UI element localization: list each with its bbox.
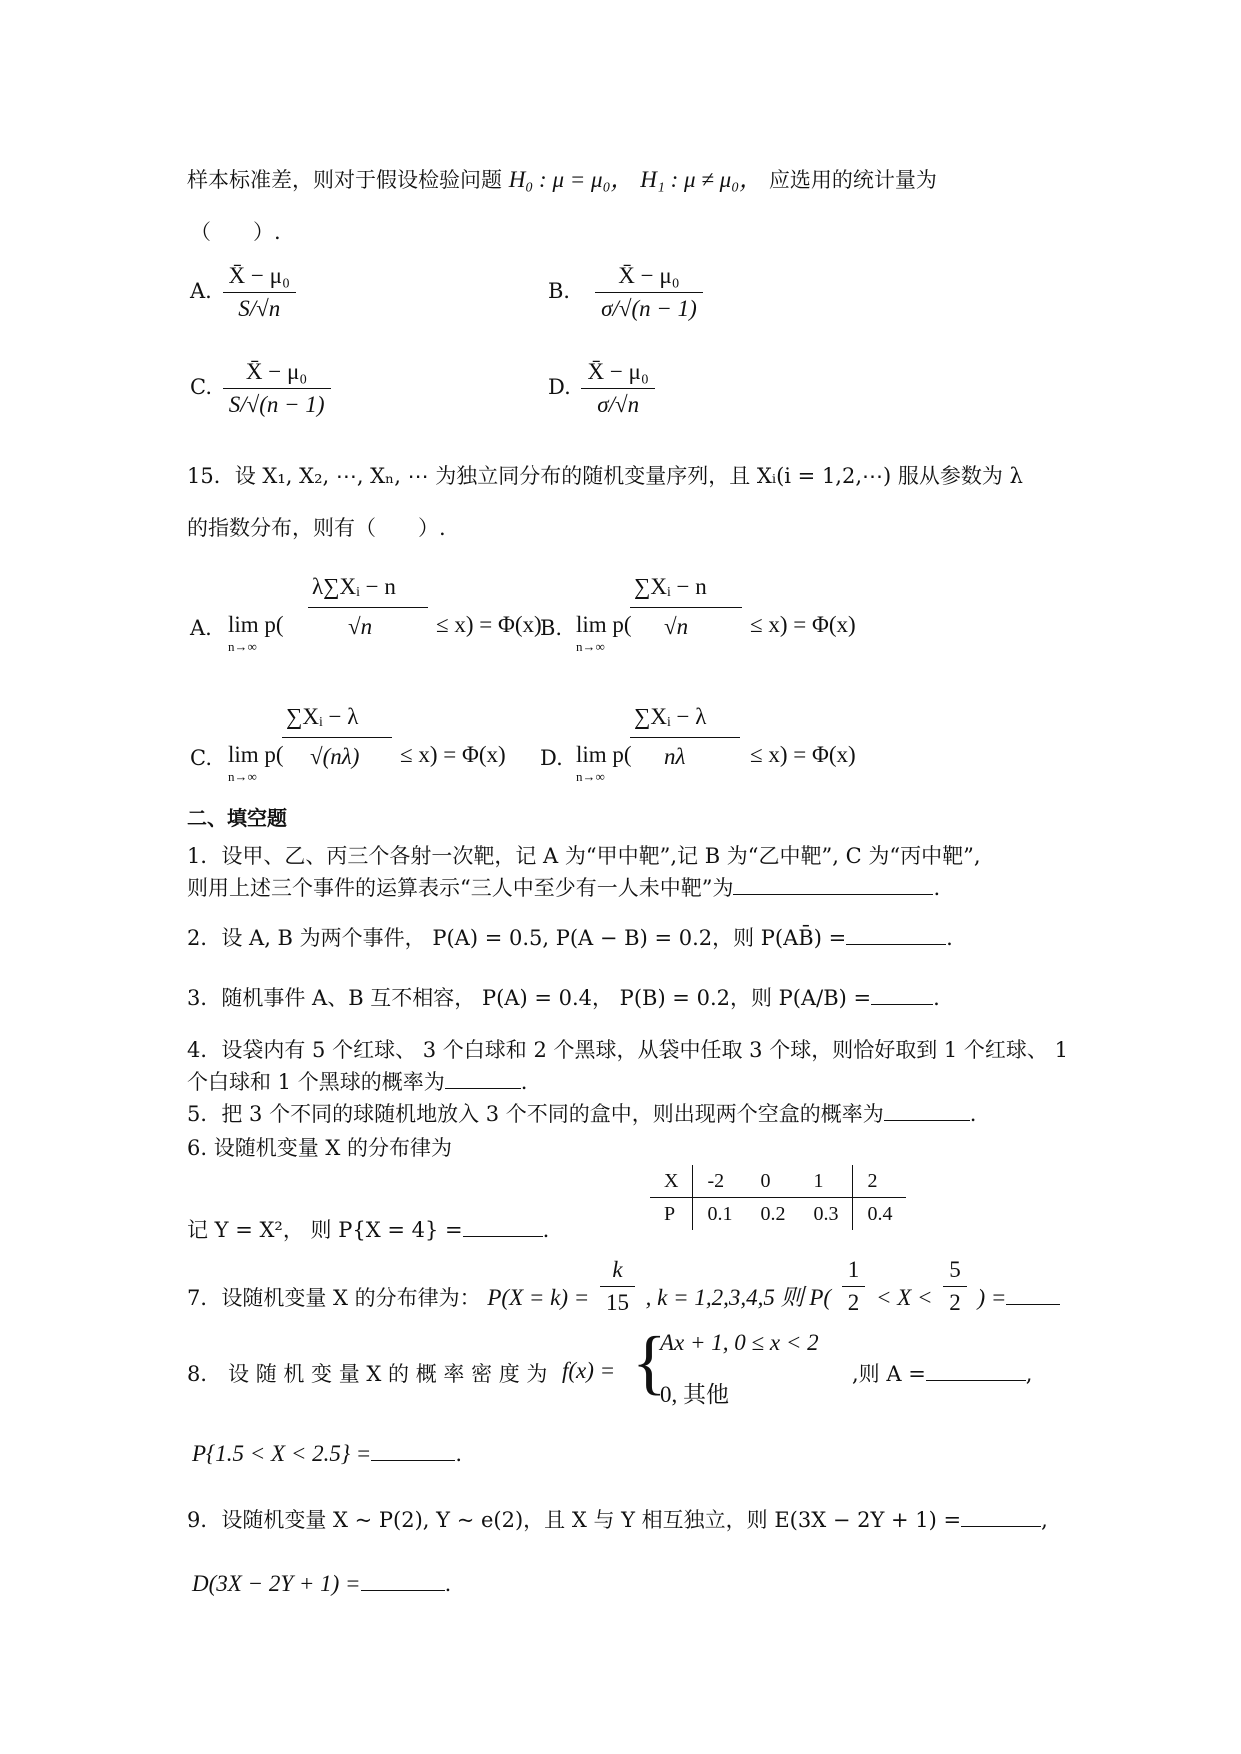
- fill-q4-line2: 个白球和 1 个黑球的概率为 .: [187, 1070, 528, 1094]
- fill-q8-case2: 0, 其他: [660, 1382, 729, 1407]
- fill-q4-text: 个白球和 1 个黑球的概率为: [187, 1070, 445, 1094]
- q14-option-d: [548, 358, 659, 419]
- fill-q7-pmf: P(X = k) =: [487, 1285, 590, 1310]
- q15-d-fraction-bar: [630, 737, 740, 738]
- fill-q7-five-den: 2: [949, 1290, 961, 1315]
- q15-c-tail: ≤ x) = Φ(x): [400, 742, 506, 767]
- q15-a-fraction-bar: [308, 607, 428, 608]
- fill-q2: 2．设 A, B 为两个事件， P(A) = 0.5, P(A − B) = 0.2，则 P(AB̄) = .: [187, 926, 953, 950]
- fill-q8-a: ,则 A = ,: [852, 1362, 1033, 1386]
- table-cell: 2: [853, 1165, 907, 1198]
- option-d-denominator: σ/√n: [597, 392, 640, 417]
- q14-stem: 样本标准差，则对于假设检验问题: [187, 168, 502, 192]
- q14-option-a: [190, 262, 300, 323]
- option-c-numerator: X̄ − μ₀: [223, 358, 331, 389]
- fill-q8-prob: P{1.5 < X < 2.5} =: [192, 1441, 372, 1466]
- q15-a-tail: ≤ x) = Φ(x): [436, 612, 542, 637]
- fill-q7-frac-k: [600, 1256, 635, 1317]
- q15-c-lim-sub: n→∞: [228, 769, 257, 784]
- fill-q9-line2: D(3X − 2Y + 1) = .: [192, 1571, 452, 1596]
- fill-q5-text: 5．把 3 个不同的球随机地放入 3 个不同的盒中，则出现两个空盒的概率为: [187, 1102, 884, 1126]
- q14-h0: H₀ : μ = μ₀，: [508, 167, 634, 192]
- option-b-denominator: σ/√(n − 1): [601, 296, 697, 321]
- fill-q9-line1: 9．设随机变量 X ~ P(2), Y ~ e(2)，且 X 与 Y 相互独立，则 E(3X − 2Y + 1) = ,: [187, 1508, 1048, 1532]
- q15-c-fraction-bar: [282, 737, 392, 738]
- table-cell: 0: [746, 1165, 799, 1198]
- table-cell: -2: [693, 1165, 747, 1198]
- fill-q6-blank[interactable]: [463, 1236, 543, 1237]
- fill-q7-half-den: 2: [847, 1290, 860, 1315]
- q15-b-lim: lim p(: [576, 612, 632, 637]
- q14-option-b: [548, 262, 707, 323]
- q15-b-lim-sub: n→∞: [576, 639, 605, 654]
- fill-q6-tail-text: 记 Y = X²， 则 P{X = 4} =: [187, 1218, 463, 1242]
- option-a-fraction: [223, 262, 296, 323]
- fill-q9-blank-e[interactable]: [961, 1526, 1041, 1527]
- fill-q8-case1: Ax + 1, 0 ≤ x < 2: [660, 1330, 819, 1355]
- fill-q3-text: 3．随机事件 A、B 互不相容， P(A) = 0.4， P(B) = 0.2，则 P(A/B) =: [187, 986, 872, 1010]
- q14-stem-line: [187, 166, 937, 194]
- fill-q8-blank-p[interactable]: [371, 1460, 455, 1461]
- fill-q8-text: 8． 设 随 机 变 量 X 的 概 率 密 度 为: [187, 1362, 548, 1386]
- q15-option-c-label: C.: [190, 746, 212, 770]
- fill-q7: [187, 1257, 1060, 1317]
- q15-d-lim: lim p(: [576, 742, 632, 767]
- fill-q8-brace: {: [632, 1322, 667, 1402]
- table-cell: 1: [799, 1165, 853, 1198]
- q15-d-lim-sub: n→∞: [576, 769, 605, 784]
- q15-option-a-label: A.: [190, 616, 212, 640]
- fill-q5: 5．把 3 个不同的球随机地放入 3 个不同的盒中，则出现两个空盒的概率为 .: [187, 1102, 977, 1126]
- q15-option-b-label: B.: [540, 616, 563, 640]
- q15-a-lim-sub: n→∞: [228, 639, 257, 654]
- distribution-table: [650, 1165, 906, 1230]
- q14-option-c: [190, 358, 335, 419]
- option-a-denominator: S/√n: [238, 296, 281, 321]
- table-row: [650, 1198, 906, 1231]
- fill-q7-k-num: k: [600, 1256, 635, 1287]
- fill-q6: 6. 设随机变量 X 的分布律为: [187, 1136, 453, 1160]
- fill-q4-line1: 4．设袋内有 5 个红球、 3 个白球和 2 个黑球，从袋中任取 3 个球，则恰好取到 1 个红球、 1: [187, 1038, 1068, 1062]
- q15-d-denominator: nλ: [664, 744, 686, 769]
- fill-q7-frac-five: [943, 1256, 967, 1317]
- fill-q2-text: 2．设 A, B 为两个事件， P(A) = 0.5, P(A − B) = 0.2，则 P(AB̄) =: [187, 926, 847, 950]
- table-row: [650, 1165, 906, 1198]
- fill-q4-blank[interactable]: [445, 1088, 521, 1089]
- q15-c-lim: lim p(: [228, 742, 284, 767]
- q15-a-denominator: √n: [348, 614, 373, 639]
- fill-q7-five-num: 5: [943, 1256, 967, 1287]
- fill-q8-a-text: ,则 A =: [852, 1362, 926, 1386]
- fill-q9-variance: D(3X − 2Y + 1) =: [192, 1571, 361, 1596]
- option-a-numerator: X̄ − μ₀: [223, 262, 296, 293]
- q15-b-numerator: ∑Xᵢ − n: [634, 574, 707, 599]
- q15-line1: 15．设 X₁, X₂, ⋯, Xₙ, ⋯ 为独立同分布的随机变量序列，且 Xᵢ(i = 1,2,⋯) 服从参数为 λ: [187, 464, 1023, 488]
- fill-q2-blank[interactable]: [846, 944, 946, 945]
- option-d-numerator: X̄ − μ₀: [581, 358, 654, 389]
- q15-a-numerator: λ∑Xᵢ − n: [312, 574, 396, 599]
- q15-a-lim: lim p(: [228, 612, 284, 637]
- fill-q1-line1: 1．设甲、乙、丙三个各射一次靶，记 A 为“甲中靶”,记 B 为“乙中靶”, C 为“丙中靶”,: [187, 844, 981, 868]
- fill-q7-blank[interactable]: [1006, 1304, 1060, 1305]
- option-a-label: A.: [190, 279, 212, 303]
- option-b-label: B．: [548, 279, 585, 303]
- table-cell: 0.4: [853, 1198, 907, 1231]
- table-cell: 0.3: [813, 1202, 839, 1225]
- fill-q1-line2: 则用上述三个事件的运算表示“三人中至少有一人未中靶”为 .: [187, 876, 941, 900]
- table-cell: P: [650, 1198, 693, 1231]
- fill-q1-blank[interactable]: [733, 894, 933, 895]
- q15-b-fraction-bar: [630, 607, 742, 608]
- fill-q3: 3．随机事件 A、B 互不相容， P(A) = 0.4， P(B) = 0.2，则 P(A/B) = .: [187, 986, 940, 1010]
- fill-q1-text: 则用上述三个事件的运算表示“三人中至少有一人未中靶”为: [187, 876, 734, 900]
- q15-d-numerator: ∑Xᵢ − λ: [634, 704, 707, 729]
- option-b-fraction: [595, 262, 703, 323]
- q15-c-numerator: ∑Xᵢ − λ: [286, 704, 359, 729]
- fill-q8-line2: P{1.5 < X < 2.5} = .: [192, 1441, 462, 1466]
- q15-line2: 的指数分布，则有（ ）.: [187, 516, 446, 540]
- fill-q7-k-den: 15: [605, 1290, 629, 1315]
- option-c-label: C.: [190, 375, 212, 399]
- fill-q7-frac-half: [842, 1256, 866, 1317]
- q15-option-d-label: D.: [540, 746, 563, 770]
- fill-q3-blank[interactable]: [871, 1004, 933, 1005]
- fill-q7-eq: ) =: [977, 1285, 1007, 1310]
- table-cell: X: [650, 1165, 693, 1198]
- fill-q7-text: 7．设随机变量 X 的分布律为：: [187, 1286, 481, 1310]
- q14-paren: （ ）.: [190, 220, 281, 244]
- table-cell: 0.1: [707, 1202, 733, 1225]
- option-b-numerator: X̄ − μ₀: [595, 262, 703, 293]
- fill-q5-blank[interactable]: [884, 1120, 970, 1121]
- fill-q7-half-num: 1: [842, 1256, 866, 1287]
- fill-q8-fx: f(x) =: [562, 1358, 616, 1383]
- fill-q9-text: 9．设随机变量 X ~ P(2), Y ~ e(2)，且 X 与 Y 相互独立，则 E(3X − 2Y + 1) =: [187, 1508, 962, 1532]
- option-d-fraction: [581, 358, 654, 419]
- q15-c-denominator: √(nλ): [310, 744, 360, 769]
- q14-tail: 应选用的统计量为: [768, 168, 937, 192]
- q15-b-denominator: √n: [664, 614, 689, 639]
- q15-b-tail: ≤ x) = Φ(x): [750, 612, 856, 637]
- option-c-fraction: [223, 358, 331, 419]
- section-heading: 二、填空题: [187, 806, 287, 830]
- option-c-denominator: S/√(n − 1): [228, 392, 325, 417]
- fill-q6-tail: 记 Y = X²， 则 P{X = 4} = .: [187, 1218, 550, 1242]
- fill-q7-range: , k = 1,2,3,4,5 则 P(: [645, 1285, 832, 1310]
- fill-q8-blank-a[interactable]: [926, 1380, 1026, 1381]
- q14-h1: H₁ : μ ≠ μ₀，: [640, 167, 763, 192]
- fill-q9-blank-d[interactable]: [361, 1590, 445, 1591]
- q15-d-tail: ≤ x) = Φ(x): [750, 742, 856, 767]
- fill-q7-ineq: < X <: [875, 1285, 933, 1310]
- option-d-label: D.: [548, 375, 571, 399]
- table-cell: 0.2: [760, 1202, 786, 1225]
